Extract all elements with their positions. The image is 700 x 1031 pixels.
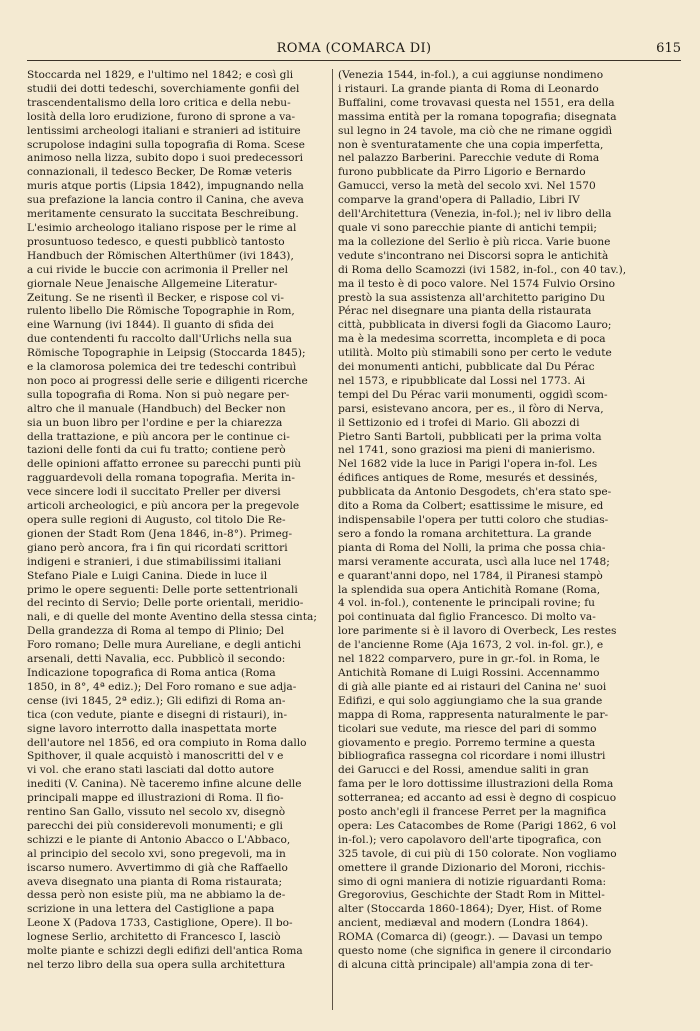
text-line: nel 1573, e ripubblicate dal Lossi nel 1773. Ai — [338, 374, 586, 387]
text-line: Stoccarda nel 1829, e l'ultimo nel 1842; e così gli — [27, 69, 294, 81]
text-line: nel palazzo Barberini. Parecchie vedute di Roma — [338, 152, 600, 165]
text-line: Gregorovius, Geschichte der Stadt Rom in Mittel- — [338, 889, 605, 902]
text-line: giano però ancora, fra i fin qui ricordati scrittori — [27, 541, 288, 554]
text-line: dell'autore nel 1856, ed ora compiuto in Roma dallo — [27, 736, 307, 749]
text-line: arsenali, detti Navalia, ecc. Pubblicò il secondo: — [27, 653, 286, 666]
text-line: ROMA (Comarca di) (geogr.). — Davasi un tempo — [338, 931, 603, 944]
text-line: Della grandezza di Roma al tempo di Plinio; Del — [27, 625, 285, 638]
text-line: tica (con vedute, piante e disegni di ristauri), in- — [27, 708, 288, 721]
text-line: sua prefazione la lancia contro il Canina, che aveva — [27, 194, 304, 207]
right-column — [338, 69, 654, 973]
text-line: aveva disegnato una pianta di Roma ristaurata; — [27, 875, 283, 888]
text-line: Edifizi, e qui solo aggiungiamo che la sua grande — [338, 694, 603, 707]
text-line: alter (Stoccarda 1860-1864); Dyer, Hist. of Rome — [338, 903, 602, 916]
text-line: e quarant'anni dopo, nel 1784, il Piranesi stampò — [338, 569, 603, 582]
text-line: Spithover, il quale acquistò i manoscritti del v e — [27, 750, 284, 763]
text-line: indispensabile l'opera per tutti coloro che studias- — [338, 514, 609, 526]
text-line: sia un buon libro per l'ordine e per la chiarezza — [27, 416, 283, 429]
text-line: lentissimi archeologi italiani e stranieri ad istituire — [27, 124, 301, 137]
text-line: inediti (V. Canina). Nè taceremo infine alcune delle — [27, 778, 302, 791]
text-line: signe lavoro interrotto dalla inaspettata morte — [27, 722, 277, 735]
text-line: sul legno in 24 tavole, ma ciò che ne rimane oggidì — [338, 124, 613, 137]
text-line: sotterranea; ed accanto ad essi è degno di cospicuo — [338, 792, 617, 805]
text-line: studii dei dotti tedeschi, soverchiamente gonfii del — [27, 82, 300, 95]
text-line: Leone X (Padova 1733, Castiglione, Opere). Il bo- — [27, 917, 293, 930]
text-line: nali, e di quelle del monte Aventino della stessa cinta; — [27, 611, 317, 624]
text-line: dell'Architettura (Venezia, in-fol.); nel iv libro della — [338, 208, 612, 221]
page-number: 615 — [656, 41, 681, 56]
text-line: 325 tavole, di cui più di 150 colorate. Non vogliamo — [338, 847, 617, 860]
text-line: bibliografica rassegna col ricordare i nomi illustri — [338, 750, 606, 763]
text-line: vece sincere lodi il succitato Preller per diversi — [27, 486, 281, 499]
text-line: indigeni e stranieri, i due stimabilissimi italiani — [27, 555, 282, 568]
text-line: utilità. Molto più stimabili sono per certo le vedute — [338, 347, 612, 360]
text-line: dei Garucci e del Rossi, amendue saliti in gran — [338, 764, 589, 777]
text-line: pianta di Roma del Nolli, la prima che possa chia- — [338, 541, 606, 554]
running-header — [27, 38, 681, 61]
text-line: ancient, mediæval and modern (Londra 1864). — [338, 917, 589, 930]
text-line: scrizione in una lettera del Castiglione a papa — [27, 903, 275, 916]
text-line: a cui rivide le buccie con acrimonia il Preller nel — [27, 263, 289, 276]
text-line: Foro romano; Delle mura Aureliane, e degli antichi — [27, 639, 301, 652]
text-line: eine Warnung (ivi 1844). Il guanto di sfida dei — [27, 319, 274, 332]
text-line: articoli archeologici, e più ancora per la pregevole — [27, 500, 300, 513]
text-line: L'esimio archeologo italiano rispose per le rime al — [27, 221, 297, 234]
text-line: iscarso numero. Avvertimmo di già che Raffaello — [27, 861, 288, 874]
text-line: mappa di Roma, rappresenta naturalmente le par- — [338, 708, 609, 721]
text-line: prosuntuoso tedesco, e questi pubblicò tantosto — [27, 235, 285, 248]
text-line: di Roma dello Scamozzi (ivi 1582, in-fol., con 40 tav.), — [338, 263, 627, 276]
text-line: primo le opere seguenti: Delle porte settentrionali — [27, 583, 298, 596]
text-line: tazioni delle fonti da cui fu tratto; contiene però — [27, 444, 286, 457]
text-line: vi vol. che erano stati lasciati dal dotto autore — [27, 764, 275, 777]
text-line: cense (ivi 1845, 2ª ediz.); Gli edifizi di Roma an- — [27, 694, 286, 707]
text-line: (Venezia 1544, in-fol.), a cui aggiunse nondimeno — [338, 69, 604, 81]
text-line: ragguardevoli della romana topografia. Merita in- — [27, 472, 295, 485]
text-line: Gamucci, verso la metà del secolo xvi. Nel 1570 — [338, 180, 596, 193]
text-line: lognese Serlio, architetto di Francesco I, lasciò — [27, 931, 281, 944]
column-divider — [332, 69, 333, 1010]
text-line: rentino San Gallo, vissuto nel secolo xv, disegnò — [27, 806, 286, 819]
text-line: de l'ancienne Rome (Aja 1673, 2 vol. in-fol. gr.), e — [338, 639, 604, 652]
text-line: nel terzo libro della sua opera sulla architettura — [27, 959, 286, 971]
text-line: non è sventuratamente che una copia imperfetta, — [338, 138, 604, 151]
text-line: comparve la grand'opera di Palladio, Libri IV — [338, 194, 580, 207]
text-line: simo di ogni maniera di notizie riguardanti Roma: — [338, 875, 607, 888]
text-line: posto anch'egli il francese Perret per la magnifica — [338, 806, 607, 819]
text-line: poi continuata dal figlio Francesco. Di molto va- — [338, 611, 596, 624]
text-line: opera sulle regioni di Augusto, col titolo Die Re- — [27, 514, 286, 526]
text-line: rulento libello Die Römische Topographie in Rom, — [27, 305, 295, 318]
text-line: Buffalini, come trovavasi questa nel 1551, era della — [338, 96, 615, 109]
text-line: di alcuna città principale) all'ampia zona di ter- — [338, 959, 594, 971]
text-line: Nel 1682 vide la luce in Parigi l'opera in-fol. Les — [338, 458, 598, 471]
text-line: Antichità Romane di Luigi Rossini. Accennammo — [338, 666, 600, 679]
text-line: ticolari sue vedute, ma riesce del pari di sommo — [338, 722, 597, 735]
text-line: tempi del Du Pérac varii monumenti, oggidì scom- — [338, 388, 608, 401]
text-line: delle opinioni affatto erronee su parecchi punti più — [27, 458, 302, 471]
text-line: del recinto di Servio; Delle porte orientali, meridio- — [27, 597, 304, 610]
text-line: Pietro Santi Bartoli, pubblicati per la prima volta — [338, 430, 602, 443]
text-line: nel 1822 comparvero, pure in gr.-fol. in Roma, le — [338, 653, 600, 666]
text-line: furono pubblicate da Pirro Ligorio e Bernardo — [338, 166, 586, 179]
text-line: ma è la medesima scorretta, incompleta e di poca — [338, 333, 606, 346]
text-line: massima entità per la romana topografia; disegnata — [338, 110, 617, 123]
text-line: scrupolose indagini sulla topografia di Roma. Scese — [27, 138, 305, 151]
text-line: due contendenti fu raccolto dall'Urlichs nella sua — [27, 333, 292, 346]
text-line: trascendentalismo della loro critica e della nebu- — [27, 96, 291, 109]
text-line: prestò la sua assistenza all'architetto parigino Du — [338, 291, 606, 304]
text-line: il Settizonio ed i trofei di Mario. Gli abozzi di — [338, 416, 580, 429]
text-line: omettere il grande Dizionario del Moroni, ricchis- — [338, 861, 606, 874]
text-line: principali mappe ed illustrazioni di Roma. Il fio- — [27, 792, 284, 805]
text-line: 4 vol. in-fol.), contenente le principali rovine; fu — [338, 597, 596, 610]
text-line: sulla topografia di Roma. Non si può negare per- — [27, 388, 290, 401]
left-column — [27, 69, 332, 973]
text-line: schizzi e le piante di Antonio Abacco o L'Abbaco, — [27, 833, 291, 846]
text-line: parecchi dei più considerevoli monumenti; e gli — [27, 819, 283, 832]
text-line: di già alle piante ed ai ristauri del Canina ne' suoi — [338, 680, 607, 693]
text-line: connazionali, il tedesco Becker, De Romæ veteris — [27, 166, 292, 179]
text-line: quale vi sono parecchie piante di antichi tempii; — [338, 221, 597, 234]
text-line: giornale Neue Jenaische Allgemeine Literatur- — [27, 277, 278, 290]
text-line: questo nome (che significa in genere il circondario — [338, 945, 612, 958]
running-title: ROMA (COMARCA DI) — [276, 41, 432, 56]
text-line: in-fol.); vero capolavoro dell'arte tipografica, con — [338, 833, 602, 846]
text-line: fama per le loro dottissime illustrazioni della Roma — [338, 778, 614, 791]
text-line: parsi, esistevano ancora, per es., il fòro di Nerva, — [338, 402, 604, 415]
text-line: édifices antiques de Rome, mesurés et dessinés, — [338, 472, 598, 485]
text-line: Pérac nel disegnare una pianta della ristaurata — [338, 305, 592, 318]
text-line: opera: Les Catacombes de Rome (Parigi 1862, 6 vol — [338, 819, 617, 832]
text-line: al principio del secolo xvi, sono pregevoli, ma in — [27, 847, 286, 860]
text-line: la splendida sua opera Antichità Romane (Roma, — [338, 583, 601, 596]
text-line: meritamente censurato la succitata Beschreibung. — [27, 208, 299, 221]
text-line: molte piante e schizzi degli edifizi dell'antica Roma — [27, 945, 303, 958]
text-line: dito a Roma da Colbert; esattissime le misure, ed — [338, 500, 604, 513]
text-line: gionen der Stadt Rom (Jena 1846, in-8°). Primeg- — [27, 527, 293, 540]
text-line: muris atque portis (Lipsia 1842), impugnando nella — [27, 180, 304, 193]
text-line: pubblicata da Antonio Desgodets, ch'era stato spe- — [338, 486, 612, 499]
text-line: Stefano Piale e Luigi Canina. Diede in luce il — [27, 569, 268, 582]
text-line: città, pubblicata in diversi fogli da Giacomo Lauro; — [338, 319, 612, 332]
text-line: ma la collezione del Serlio è più ricca. Varie buone — [338, 235, 611, 248]
text-line: e la clamorosa polemica dei tre tedeschi contribuì — [27, 361, 297, 374]
text-line: Handbuch der Römischen Alterthümer (ivi 1843), — [27, 249, 294, 262]
text-line: sero a fondo la romana architettura. La grande — [338, 527, 592, 540]
text-line: altro che il manuale (Handbuch) del Becker non — [27, 402, 286, 415]
text-line: ma il testo è di poco valore. Nel 1574 Fulvio Orsino — [338, 277, 616, 290]
text-line: della trattazione, e più ancora per le continue ci- — [27, 430, 290, 443]
text-line: nel 1741, sono graziosi ma pieni di manierismo. — [338, 444, 596, 457]
text-line: giovamento e pregio. Porremo termine a questa — [338, 736, 596, 749]
text-line: Indicazione topografica di Roma antica (Roma — [27, 666, 276, 679]
text-line: vedute s'incontrano nei Discorsi sopra le antichità — [338, 249, 609, 262]
text-line: Römische Topographie in Leipsig (Stoccarda 1845); — [27, 347, 306, 360]
text-line: animoso nella lizza, subito dopo i suoi predecessori — [27, 152, 304, 165]
text-line: losità della loro erudizione, furono di sprone a va- — [27, 110, 296, 123]
text-line: 1850, in 8°, 4ª ediz.); Del Foro romano e sue adja- — [27, 680, 297, 693]
text-line: marsi veramente accurata, uscì alla luce nel 1748; — [338, 555, 610, 568]
text-line: dei monumenti antichi, pubblicate dal Du Pérac — [338, 361, 595, 374]
text-line: non poco ai progressi delle serie e diligenti ricerche — [27, 374, 308, 387]
text-line: i ristauri. La grande pianta di Roma di Leonardo — [338, 82, 599, 95]
text-line: Zeitung. Se ne risentì il Becker, e rispose col vi- — [27, 291, 285, 304]
text-line: lore parimente si è il lavoro di Overbeck, Les restes — [338, 625, 617, 638]
text-line: dessa però non esiste più, ma ne abbiamo la de- — [27, 889, 286, 902]
